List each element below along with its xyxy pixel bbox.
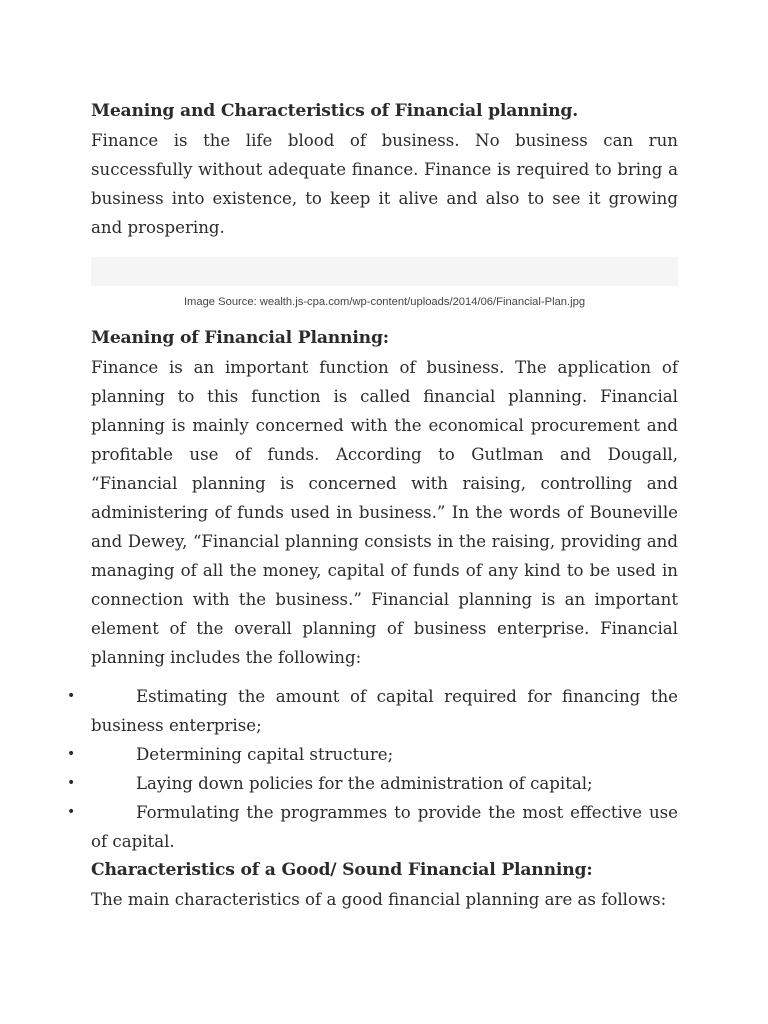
section-heading-characteristics-good-planning: Characteristics of a Good/ Sound Financial Planning: <box>91 860 593 880</box>
list-item <box>67 798 678 856</box>
bullet-icon: • <box>67 775 76 791</box>
section-heading-meaning-characteristics: Meaning and Characteristics of Financial planning. <box>91 101 579 121</box>
bullet-icon: • <box>67 746 76 762</box>
list-item-text: Laying down policies for the administration of capital; <box>136 774 593 793</box>
list-item <box>67 740 678 769</box>
document-page <box>67 97 678 914</box>
list-item <box>67 769 678 798</box>
list-item <box>67 682 678 740</box>
bullet-list <box>67 682 678 856</box>
section-heading-meaning-financial-planning: Meaning of Financial Planning: <box>91 328 389 348</box>
bullet-icon: • <box>67 688 76 704</box>
list-item-text: Estimating the amount of capital required for financing the business enterprise; <box>91 687 678 735</box>
image-source-caption: Image Source: wealth.js-cpa.com/wp-content/uploads/2014/06/Financial-Plan.jpg <box>183 296 586 308</box>
intro-paragraph: Finance is the life blood of business. No business can run successfully without adequate finance. Finance is required to bring a business into existence, to keep it alive and also to see it growing and prospering. <box>91 131 678 237</box>
financial-planning-paragraph: Finance is an important function of business. The application of planning to this function is called financial planning. Financial planning is mainly concerned with the economical procurement and profitable use of funds. According to Gutlman and Dougall, “Financial planning is concerned with raising, controlling and administering of funds used in business.” In the words of Bouneville and Dewey, “Financial planning consists in the raising, providing and managing of all the money, capital of funds of any kind to be used in connection with the business.” Financial planning is an important element of the overall planning of business enterprise. Financial planning includes the following: <box>91 358 678 667</box>
bullet-icon: • <box>67 804 76 820</box>
list-item-text: Formulating the programmes to provide the most effective use of capital. <box>91 803 678 851</box>
list-item-text: Determining capital structure; <box>136 745 394 764</box>
image-placeholder <box>91 257 678 286</box>
characteristics-intro-paragraph: The main characteristics of a good financial planning are as follows: <box>91 890 667 909</box>
